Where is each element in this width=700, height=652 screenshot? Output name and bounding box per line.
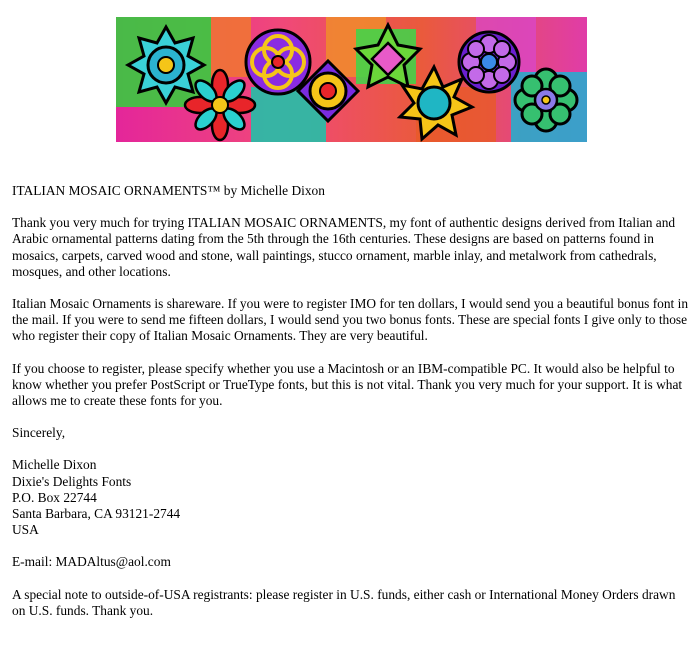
document-title: ITALIAN MOSAIC ORNAMENTS™ by Michelle Dixon [12,183,325,198]
address-company: Dixie's Delights Fonts [12,473,132,489]
banner-image [116,17,587,142]
address-name: Michelle Dixon [12,457,97,473]
closing: Sincerely, [12,425,66,441]
shareware-paragraph: Italian Mosaic Ornaments is shareware. If you were to register IMO for ten dollars, I would send you a beautiful bonus font in the mail. If you were to send me fifteen dollars, I would send you two bonus fonts. These are special fonts I give only to those who register their copy of Italian Mosaic Ornaments. They are very beautiful. [12,296,689,344]
address-city: Santa Barbara, CA 93121-2744 [12,506,181,522]
address-block [12,457,692,538]
intro-paragraph: Thank you very much for trying ITALIAN MOSAIC ORNAMENTS, my font of authentic designs derived from Italian and Arabic ornamental patterns dating from the 5th through the 16th centuries. These designs are based on patterns found in mosaics, carpets, carved wood and stone, wall paintings, stucco ornament, marble inlay, and metalwork from cathedrals, mosques, and other locations. [12,215,676,279]
ornament-rosette [459,32,519,92]
ornament-star-medallion [128,27,204,103]
document-body [12,183,692,635]
email: E-mail: MADAltus@aol.com [12,554,171,570]
register-paragraph: If you choose to register, please specify whether you use a Macintosh or an IBM-compatible PC. It would also be helpful to know whether you prefer PostScript or TrueType fonts, but this is not vital. Thank you very much for your support. It is what allows me to create these fonts for you. [12,360,683,409]
ornament-interlace [246,30,310,94]
address-country: USA [12,522,39,538]
ornament-blue-flower [515,69,577,131]
international-note: A special note to outside-of-USA registrants: please register in U.S. funds, either cash or International Money Orders drawn on U.S. funds. Thank you. [12,586,676,618]
address-po-box: P.O. Box 22744 [12,489,97,505]
